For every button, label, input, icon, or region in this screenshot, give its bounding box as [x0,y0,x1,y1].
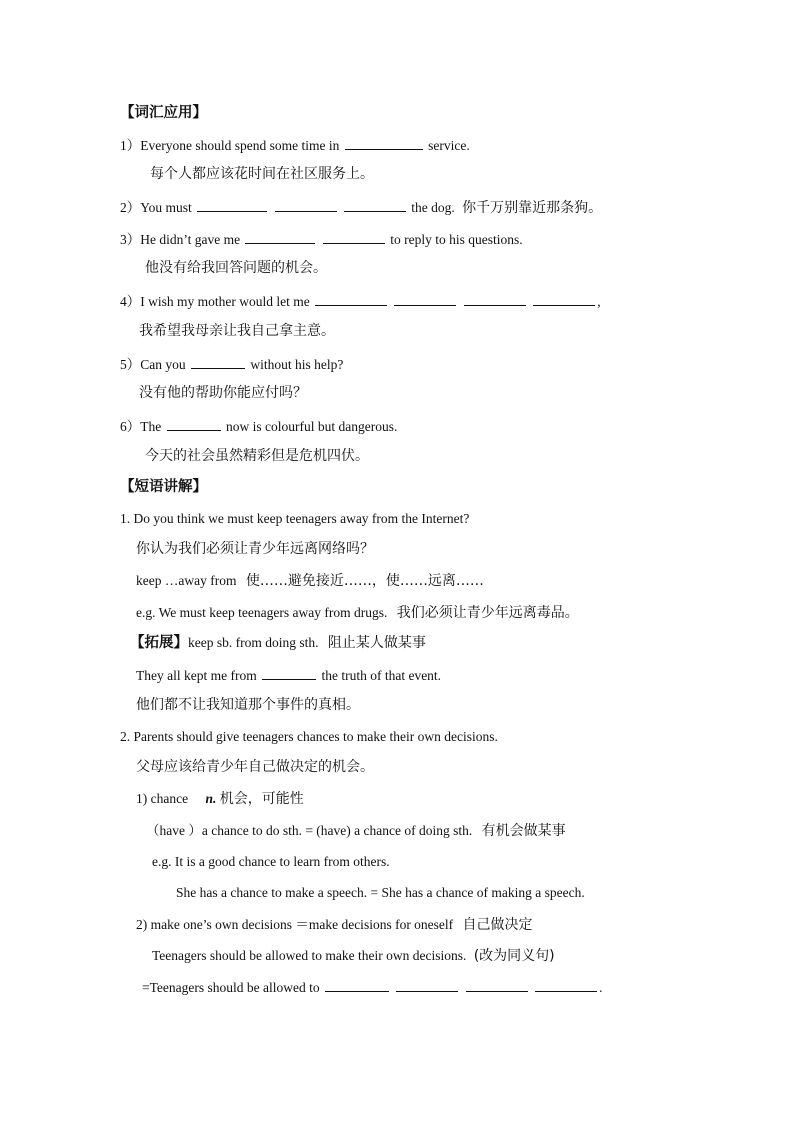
phrase-1-translation: 你认为我们必须让青少年远离网络吗？ [136,541,374,557]
vocab-question-3 [120,230,523,249]
answer-blank[interactable] [245,230,315,244]
phrase-text: keep …away from [136,573,237,588]
answer-blank[interactable] [466,978,528,992]
question-text: You must [140,200,192,215]
structure-meaning: 有机会做某事 [481,823,566,839]
sub-item-text: 1) chance [136,791,189,806]
example-translation: 我们必须让青少年远离毒品。 [396,605,579,621]
phrase-1-exercise [136,666,441,685]
phrase-2-sub2-rewrite [142,978,603,997]
exercise-text: They all kept me from [136,668,257,683]
phrase-2-sub2-example [152,947,555,965]
vocab-question-1 [120,136,470,155]
answer-blank[interactable] [344,198,406,212]
vocab-question-4 [120,292,601,311]
phrase-heading: 【短语讲解】 [120,479,207,495]
vocab-heading: 【词汇应用】 [120,105,207,121]
example-text: e.g. We must keep teenagers away from drugs. [136,605,388,620]
question-text: Everyone should spend some time in [140,138,340,153]
question-text: to reply to his questions. [390,232,523,247]
sub-item-meaning: 自己做决定 [462,917,533,933]
answer-blank[interactable] [262,666,316,680]
extension-meaning: 阻止某人做某事 [327,635,426,651]
question-text: without his help? [250,357,344,372]
question-number: 2） [120,200,141,215]
sub-item-text: 2) make one’s own decisions ＝make decisions for oneself [136,917,454,932]
phrase-1-extension [130,634,426,652]
answer-blank[interactable] [191,355,245,369]
extension-text: keep sb. from doing sth. [188,635,319,650]
phrase-2-translation: 父母应该给青少年自己做决定的机会。 [136,759,374,775]
structure-text: （have ）a chance to do sth. = (have) a chance of doing sth. [146,823,473,838]
rewrite-text: . [599,980,603,995]
phrase-2-sub1-structure [146,822,566,840]
extension-tag: 【拓展】 [130,635,188,651]
phrase-meaning: 使……避免接近……，使……远离…… [245,573,484,589]
question-text: service. [428,138,470,153]
phrase-2-sub1-example-1: e.g. It is a good chance to learn from others. [152,854,390,869]
question-text: The [140,419,162,434]
answer-blank[interactable] [396,978,458,992]
phrase-1-example [136,604,579,622]
phrase-1-definition [136,572,484,590]
question-number: 5） [120,357,141,372]
answer-blank[interactable] [325,978,389,992]
question-number: 1） [120,138,141,153]
question-text: I wish my mother would let me [140,294,310,309]
answer-blank[interactable] [197,198,267,212]
vocab-question-2-translation: 你千万别靠近那条狗。 [462,200,603,216]
question-text: , [597,294,601,309]
question-number: 6） [120,419,141,434]
vocab-question-3-translation: 他没有给我回答问题的机会。 [145,260,327,276]
phrase-2-sub1-example-2: She has a chance to make a speech. = She has a chance of making a speech. [176,885,585,900]
phrase-2-sub1 [136,790,304,808]
vocab-question-2 [120,198,602,217]
answer-blank[interactable] [535,978,597,992]
phrase-2-sentence: 2. Parents should give teenagers chances to make their own decisions. [120,729,498,744]
question-number: 4） [120,294,141,309]
vocab-question-6-translation: 今天的社会虽然精彩但是危机四伏。 [145,448,369,464]
sub-item-meaning: 机会，可能性 [219,791,304,807]
part-of-speech: n. [205,791,217,806]
phrase-2-sub2 [136,916,533,934]
phrase-1-exercise-translation: 他们都不让我知道那个事件的真相。 [136,697,360,713]
example-text: Teenagers should be allowed to make their own decisions. [152,948,467,963]
vocab-question-4-translation: 我希望我母亲让我自己拿主意。 [139,323,335,339]
question-number: 3） [120,232,141,247]
answer-blank[interactable] [345,136,423,150]
question-text: Can you [140,357,186,372]
example-note: (改为同义句) [473,948,555,964]
vocab-question-6 [120,417,397,436]
phrase-1-sentence: 1. Do you think we must keep teenagers away from the Internet? [120,511,470,526]
answer-blank[interactable] [394,292,456,306]
answer-blank[interactable] [167,417,221,431]
answer-blank[interactable] [323,230,385,244]
answer-blank[interactable] [275,198,337,212]
vocab-question-5-translation: 没有他的帮助你能应付吗？ [139,385,307,401]
exercise-text: the truth of that event. [321,668,442,683]
question-text: He didn’t gave me [140,232,241,247]
question-text: now is colourful but dangerous. [226,419,398,434]
answer-blank[interactable] [533,292,595,306]
vocab-question-5 [120,355,343,374]
answer-blank[interactable] [464,292,526,306]
vocab-question-1-translation: 每个人都应该花时间在社区服务上。 [150,166,374,182]
question-text: the dog. [411,200,455,215]
answer-blank[interactable] [315,292,387,306]
rewrite-text: =Teenagers should be allowed to [142,980,320,995]
